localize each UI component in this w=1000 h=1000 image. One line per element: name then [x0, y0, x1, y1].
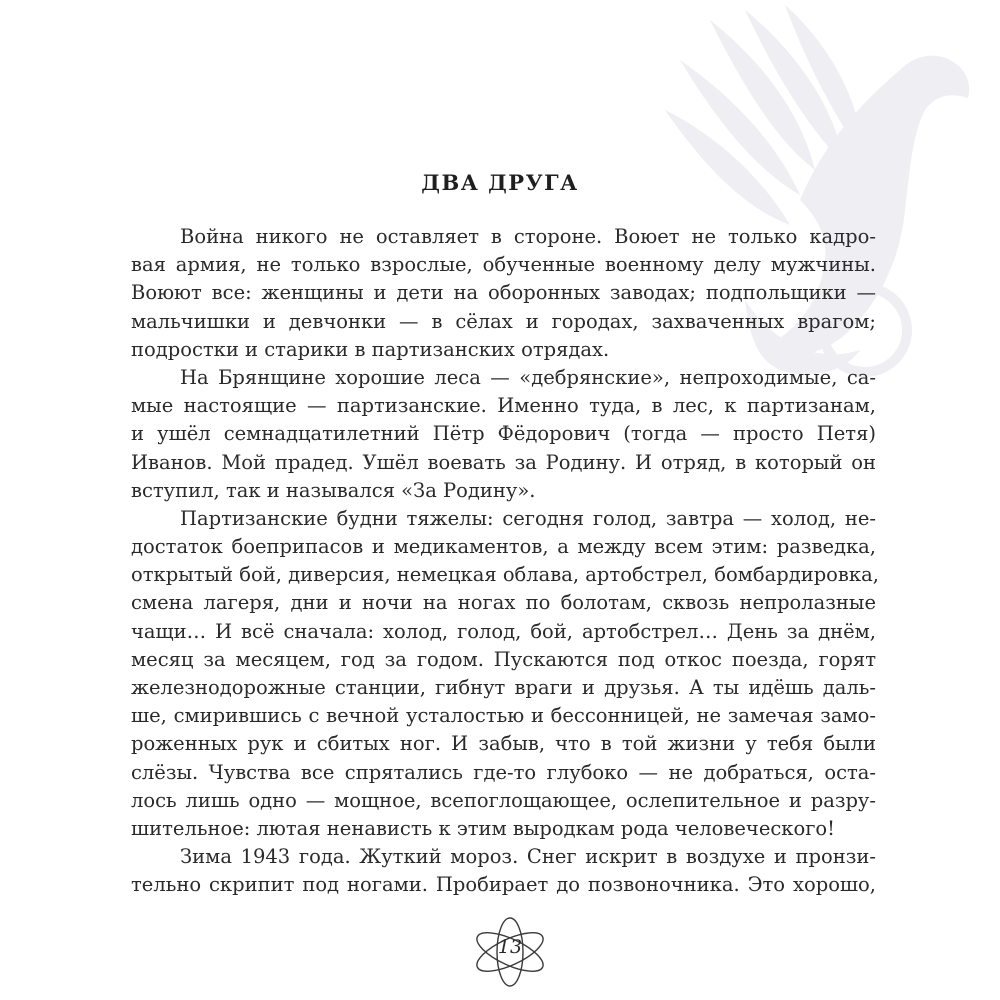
- text-line: ше, смирившись с вечной усталостью и бессонницей, не замечая замо-: [131, 704, 876, 728]
- text-line: тельно скрипит под ногами. Пробирает до позвоночника. Это хорошо,: [131, 873, 876, 897]
- text-line: Партизанские будни тяжелы: сегодня голод, завтра — холод, не-: [180, 506, 876, 530]
- text-line: вая армия, не только взрослые, обученные военному делу мужчины.: [131, 253, 876, 277]
- text-line: открытый бой, диверсия, немецкая облава, артобстрел, бомбардировка,: [131, 563, 879, 587]
- chapter-title: ДВА ДРУГА: [421, 170, 579, 195]
- text-line: и ушёл семнадцатилетний Пётр Фёдорович (тогда — просто Петя): [131, 422, 876, 446]
- text-line: роженных рук и сбитых ног. И забыв, что в той жизни у тебя были: [131, 732, 876, 756]
- text-line: шительное: лютая ненависть к этим выродкам рода человеческого!: [131, 816, 836, 840]
- text-line: достаток боеприпасов и медикаментов, а между всем этим: разведка,: [131, 535, 876, 559]
- text-line: железнодорожные станции, гибнут враги и друзья. А ты идёшь даль-: [131, 676, 876, 699]
- text-line: лось лишь одно — мощное, всепоглощающее, ослепительное и разру-: [131, 788, 876, 812]
- text-line: Война никого не оставляет в стороне. Воюет не только кадро-: [180, 225, 876, 248]
- text-line: Воюют все: женщины и дети на оборонных заводах; подпольщики —: [131, 281, 876, 305]
- text-line: Иванов. Мой прадед. Ушёл воевать за Родину. И отряд, в который он: [131, 450, 876, 474]
- text-line: мые настоящие — партизанские. Именно туда, в лес, к партизанам,: [131, 394, 876, 418]
- text-line: смена лагеря, дни и ночи на ногах по болотам, сквозь непролазные: [131, 591, 876, 615]
- chapter-body: [131, 223, 879, 900]
- text-line: месяц за месяцем, год за годом. Пускаются под откос поезда, горят: [131, 647, 876, 671]
- text-line: Зима 1943 года. Жуткий мороз. Снег искрит в воздухе и пронзи-: [180, 845, 876, 869]
- text-line: подростки и старики в партизанских отрядах.: [131, 337, 610, 361]
- text-line: мальчишки и девчонки — в сёлах и городах, захваченных врагом;: [131, 309, 876, 333]
- text-line: чащи… И всё сначала: холод, голод, бой, артобстрел… День за днём,: [131, 619, 876, 643]
- page-number: 13: [497, 936, 523, 958]
- text-line: слёзы. Чувства все спрятались где-то глубоко — не добраться, оста-: [131, 760, 876, 784]
- text-line: вступил, так и назывался «За Родину».: [131, 478, 536, 502]
- text-line: На Брянщине хорошие леса — «дебрянские», непроходимые, са-: [180, 365, 876, 389]
